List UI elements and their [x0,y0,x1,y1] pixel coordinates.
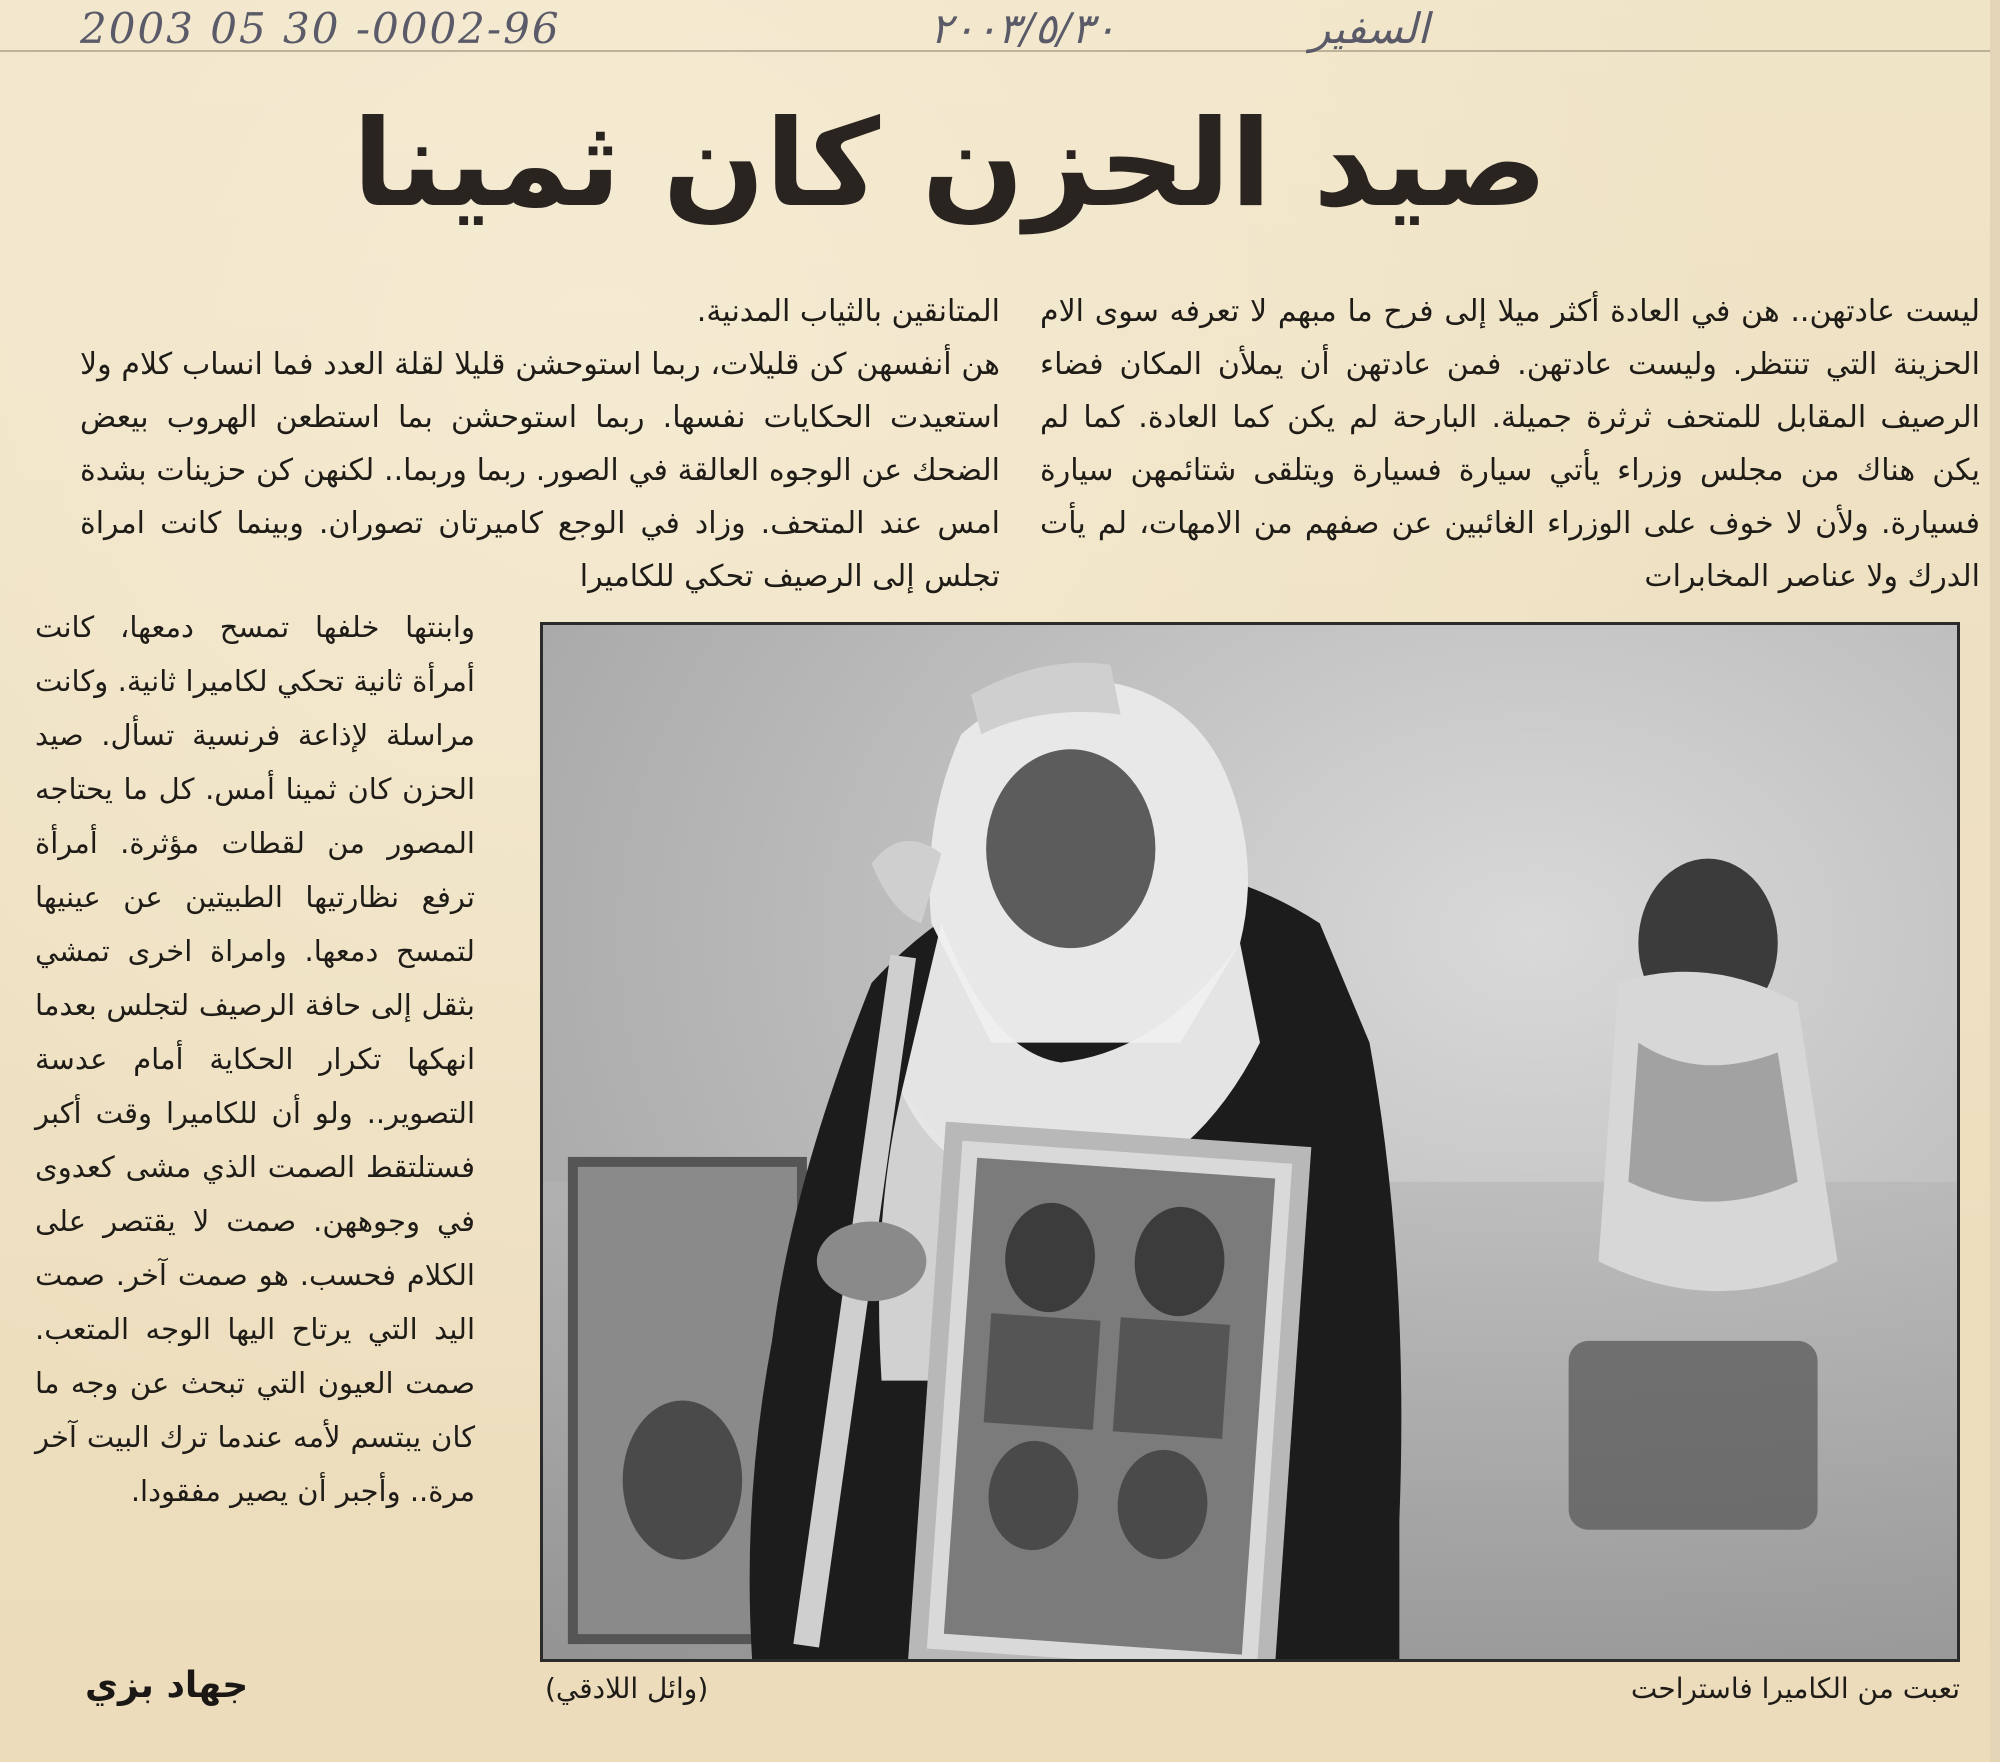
news-photo [540,622,1960,1662]
held-portrait-frame [917,1131,1301,1659]
woman-hand [817,1222,927,1302]
photo-credit: (وائل اللادقي) [545,1672,709,1705]
handwritten-arabic-date: ٢٠٠٣/٥/٣٠ [930,4,1117,53]
column-left [35,600,475,1518]
column-left-text: وابنتها خلفها تمسح دمعها، كانت أمرأة ثانية تحكي لكاميرا ثانية. وكانت مراسلة لإذاعة فرنسية تسأل. صيد الحزن كان ثمينا أمس. كل ما يحتاجه المصور من لقطات مؤثرة. أمرأة ترفع نظارتيها الطبيتين عن عينيها لتمسح دمعها. وامراة اخرى تمشي بثقل إلى حافة الرصيف لتجلس بعدما انهكها تكرار الحكاية أمام عدسة التصوير.. ولو أن للكاميرا وقت أكبر فستلتقط الصمت الذي مشى كعدوى في وجوههن. صمت لا يقتصر على الكلام فحسب. هو صمت آخر. صمت اليد التي يرتاح اليها الوجه المتعب. صمت العيون التي تبحث عن وجه ما كان يبتسم لأمه عندما ترك البيت آخر مرة.. وأجبر أن يصير مفقودا. [35,610,475,1508]
photo-caption: تعبت من الكاميرا فاستراحت [1630,1672,1960,1705]
photo-illustration [543,625,1957,1659]
column-right [1040,285,1980,603]
background-bag [1569,1341,1818,1530]
column-middle-text: هن أنفسهن كن قليلات، ربما استوحشن قليلا لقلة العدد فما انساب كلام ولا استعيدت الحكايات نفسها. ربما استوحشن بما استطعن الهروب بيعض الضحك عن الوجوه العالقة في الصور. ربما وربما.. لكنهن كن حزينات بشدة امس عند المتحف. وزاد في الوجع كاميرتان تصوران. وبينما كانت امراة تجلس إلى الرصيف تحكي للكاميرا [80,347,1000,594]
woman-face [986,749,1155,948]
headline: صيد الحزن كان ثمينا [352,95,1548,234]
column-right-text: ليست عادتهن.. هن في العادة أكثر ميلا إلى فرح ما مبهم لا تعرفه سوى الام الحزينة التي تنتظر. وليست عادتهن. فمن عادتهن أن يملأن المكان فضاء الرصيف المقابل للمتحف ثرثرة جميلة. البارحة لم يكن كما العادة. كما لم يكن هناك من مجلس وزراء يأتي سيارة فسيارة ويتلقى شتائمهن سيارة فسيارة. ولأن لا خوف على الوزراء الغائبين عن صفهم من الامهات، لم يأت الدرك ولا عناصر المخابرات [1040,294,1980,594]
handwritten-archive-code: 2003 05 30 -0002-96 [80,4,561,53]
column-middle [80,285,1000,603]
handwritten-source-name: السفير [1310,4,1430,53]
column-middle-line-1: المتانقين بالثياب المدنية. [696,294,1000,329]
author-byline: جهاد بزي [85,1665,249,1706]
clipping-edge [1990,0,2000,1762]
